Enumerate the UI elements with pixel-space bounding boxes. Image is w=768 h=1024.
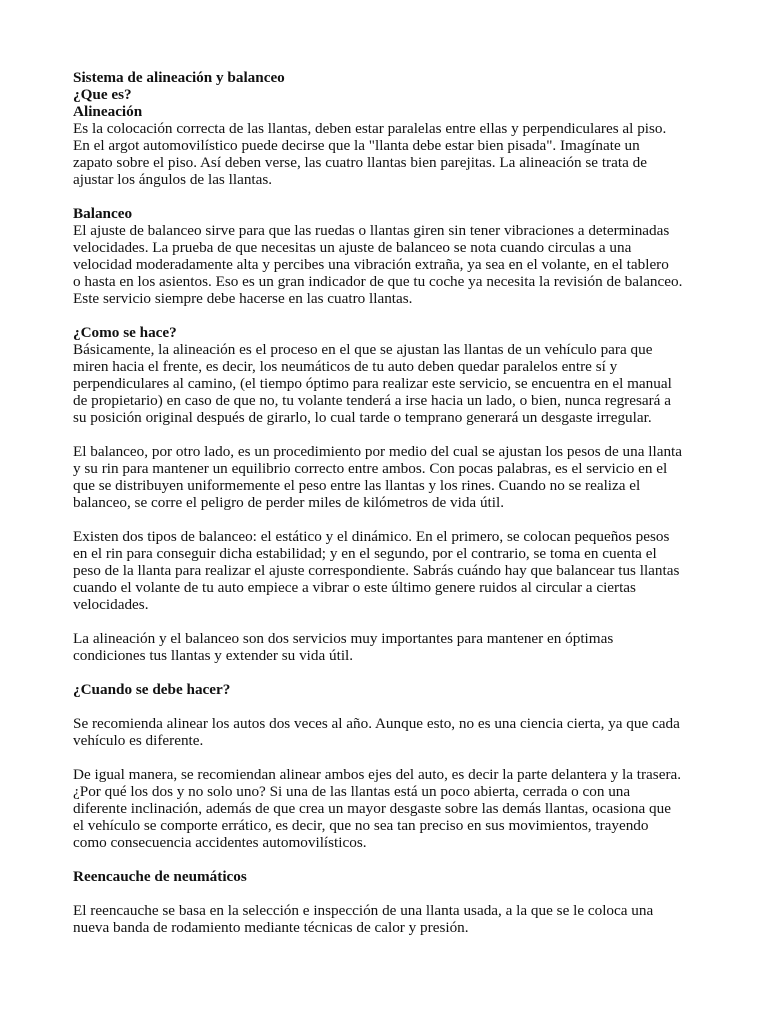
text-line: en el rin para conseguir dicha estabilidad; y en el segundo, por el contrario, se toma en cuenta el bbox=[73, 545, 657, 562]
text-line: ¿Por qué los dos y no solo uno? Si una de las llantas está un poco abierta, cerrada o con una bbox=[73, 783, 631, 800]
paragraph-gap bbox=[73, 698, 713, 715]
paragraph-gap bbox=[73, 511, 713, 528]
text-line: vehículo es diferente. bbox=[73, 732, 204, 749]
paragraph-gap bbox=[73, 885, 713, 902]
text-line: La alineación y el balanceo son dos servicios muy importantes para mantener en óptimas bbox=[73, 630, 614, 647]
text-line: De igual manera, se recomiendan alinear ambos ejes del auto, es decir la parte delantera y la trasera. bbox=[73, 766, 682, 783]
text-line: su posición original después de girarlo, lo cual tarde o temprano generará un desgaste irregular. bbox=[73, 409, 652, 426]
paragraph-gap bbox=[73, 426, 713, 443]
paragraph-gap bbox=[73, 307, 713, 324]
paragraph-reencauche bbox=[73, 902, 713, 936]
paragraph-como-4 bbox=[73, 630, 713, 664]
paragraph-como-3 bbox=[73, 528, 713, 613]
text-line: Es la colocación correcta de las llantas, deben estar paralelas entre ellas y perpendiculares al piso. bbox=[73, 120, 667, 137]
text-line: o hasta en los asientos. Eso es un gran indicador de que tu coche ya necesita la revisión de balanceo. bbox=[73, 273, 683, 290]
text-line: balanceo, se corre el peligro de perder miles de kilómetros de vida útil. bbox=[73, 494, 504, 511]
text-line: el vehículo se comporte errático, es decir, que no sea tan preciso en sus movimientos, trayendo bbox=[73, 817, 649, 834]
paragraph-balanceo bbox=[73, 222, 713, 307]
text-line: velocidades. La prueba de que necesitas un ajuste de balanceo se nota cuando circulas a una bbox=[73, 239, 632, 256]
text-line: El reencauche se basa en la selección e inspección de una llanta usada, a la que se le coloca una bbox=[73, 902, 654, 919]
paragraph-gap bbox=[73, 749, 713, 766]
text-line: El ajuste de balanceo sirve para que las ruedas o llantas giren sin tener vibraciones a determinadas bbox=[73, 222, 670, 239]
text-line: velocidad moderadamente alta y percibes una vibración extraña, ya sea en el volante, en el tablero bbox=[73, 256, 669, 273]
text-line: nueva banda de rodamiento mediante técnicas de calor y presión. bbox=[73, 919, 469, 936]
text-line: Se recomienda alinear los autos dos veces al año. Aunque esto, no es una ciencia cierta, ya que cada bbox=[73, 715, 680, 732]
heading-reencauche: Reencauche de neumáticos bbox=[73, 868, 247, 885]
text-line: El balanceo, por otro lado, es un procedimiento por medio del cual se ajustan los pesos de una llanta bbox=[73, 443, 683, 460]
text-line: En el argot automovilístico puede decirse que la "llanta debe estar bien pisada". Imagínate un bbox=[73, 137, 640, 154]
paragraph-cuando-2 bbox=[73, 766, 713, 851]
heading-balanceo: Balanceo bbox=[73, 205, 133, 222]
text-line: de propietario) en caso de que no, tu volante tenderá a irse hacia un lado, o bien, nunca regresará a bbox=[73, 392, 671, 409]
text-line: Básicamente, la alineación es el proceso en el que se ajustan las llantas de un vehículo para que bbox=[73, 341, 653, 358]
text-line: Este servicio siempre debe hacerse en las cuatro llantas. bbox=[73, 290, 413, 307]
text-line: perpendiculares al camino, (el tiempo óptimo para realizar este servicio, se encuentra en el manual bbox=[73, 375, 672, 392]
heading-que-es: ¿Que es? bbox=[73, 86, 132, 103]
text-line: condiciones tus llantas y extender su vida útil. bbox=[73, 647, 354, 664]
text-line: Existen dos tipos de balanceo: el estático y el dinámico. En el primero, se colocan pequeños pesos bbox=[73, 528, 670, 545]
paragraph-alineacion bbox=[73, 120, 713, 188]
document-title: Sistema de alineación y balanceo bbox=[73, 69, 285, 86]
text-line: y su rin para mantener un equilibrio correcto entre ambos. Con pocas palabras, es el servicio en el bbox=[73, 460, 668, 477]
heading-alineacion: Alineación bbox=[73, 103, 143, 120]
paragraph-cuando-1 bbox=[73, 715, 713, 749]
text-line: diferente inclinación, además de que crea un mayor desgaste sobre las demás llantas, ocasiona que bbox=[73, 800, 671, 817]
paragraph-gap bbox=[73, 851, 713, 868]
heading-como-se-hace: ¿Como se hace? bbox=[73, 324, 177, 341]
text-line: peso de la llanta para realizar el ajuste correspondiente. Sabrás cuándo hay que balancear tus llantas bbox=[73, 562, 680, 579]
text-line: miren hacia el frente, es decir, los neumáticos de tu auto deben quedar paralelos entre sí y bbox=[73, 358, 618, 375]
heading-cuando: ¿Cuando se debe hacer? bbox=[73, 681, 231, 698]
text-line: cuando el volante de tu auto empiece a vibrar o este último genere ruidos al circular a ciertas bbox=[73, 579, 636, 596]
paragraph-gap bbox=[73, 613, 713, 630]
text-line: que se distribuyen uniformemente el peso entre las llantas y los rines. Cuando no se realiza el bbox=[73, 477, 641, 494]
paragraph-gap bbox=[73, 664, 713, 681]
document-body bbox=[73, 69, 713, 936]
paragraph-como-1 bbox=[73, 341, 713, 426]
paragraph-gap bbox=[73, 188, 713, 205]
text-line: como consecuencia accidentes automovilísticos. bbox=[73, 834, 367, 851]
text-line: ajustar los ángulos de las llantas. bbox=[73, 171, 273, 188]
paragraph-como-2 bbox=[73, 443, 713, 511]
text-line: velocidades. bbox=[73, 596, 149, 613]
text-line: zapato sobre el piso. Así deben verse, las cuatro llantas bien parejitas. La alineación se trata de bbox=[73, 154, 647, 171]
